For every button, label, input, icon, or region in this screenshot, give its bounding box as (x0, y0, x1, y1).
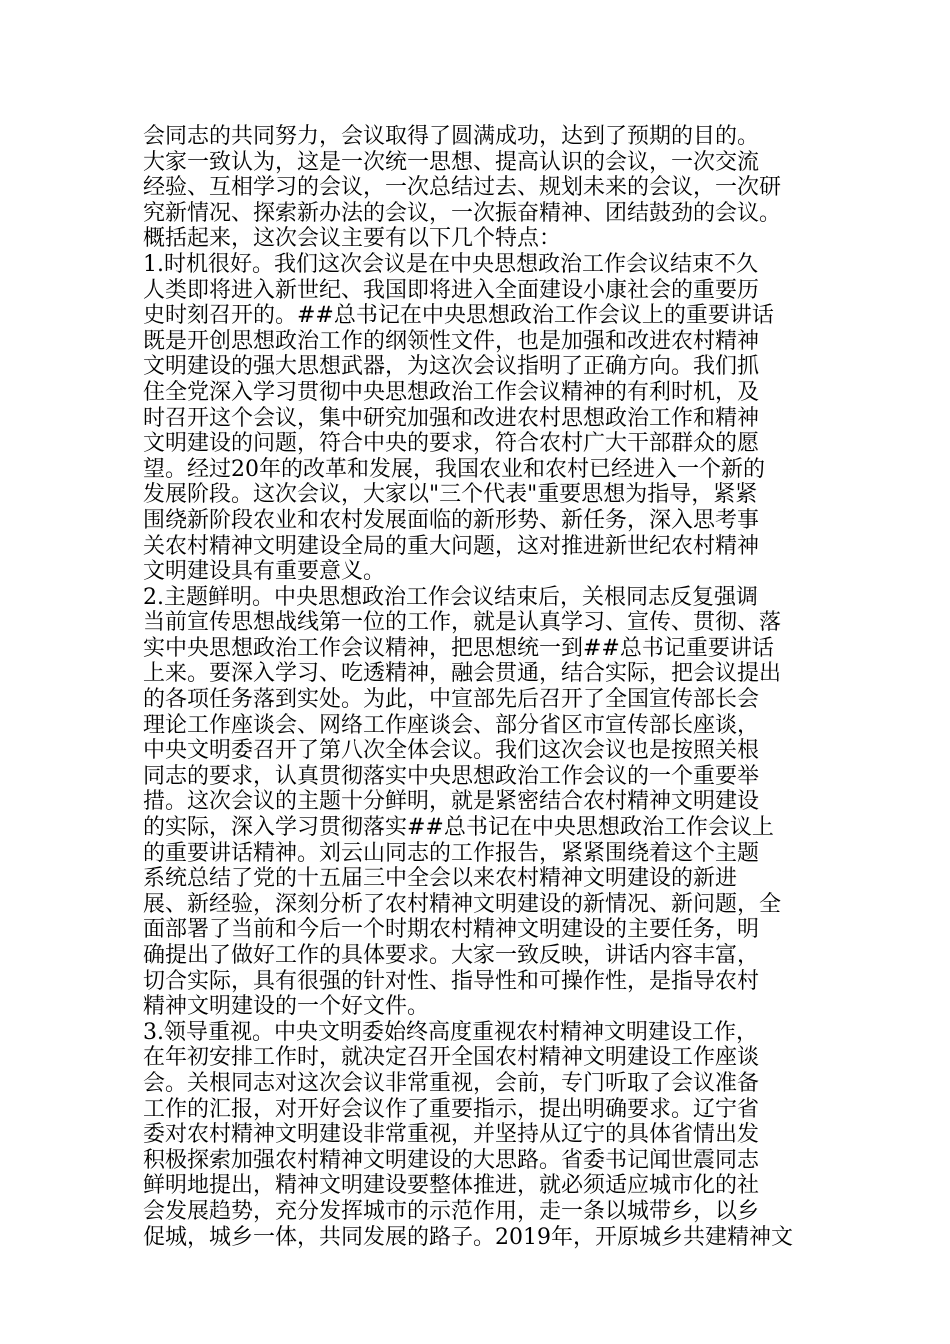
text-line: 发展阶段。这次会议，大家以"三个代表"重要思想为指导，紧紧 (143, 482, 758, 508)
text-line: 史时刻召开的。##总书记在中央思想政治工作会议上的重要讲话 (143, 303, 774, 329)
text-line: 望。经过20年的改革和发展，我国农业和农村已经进入一个新的 (143, 456, 765, 482)
text-line: 当前宣传思想战线第一位的工作，就是认真学习、宣传、贯彻、落 (143, 610, 782, 636)
text-line: 时召开这个会议，集中研究加强和改进农村思想政治工作和精神 (143, 405, 760, 431)
text-line: 3.领导重视。中央文明委始终高度重视农村精神文明建设工作， (143, 1019, 758, 1045)
text-line: 人类即将进入新世纪、我国即将进入全面建设小康社会的重要历 (143, 277, 760, 303)
text-line: 文明建设具有重要意义。 (143, 559, 386, 585)
text-line: 上来。要深入学习、吃透精神，融会贯通，结合实际，把会议提出 (143, 661, 782, 687)
text-line: 文明建设的强大思想武器，为这次会议指明了正确方向。我们抓 (143, 354, 760, 380)
text-line: 积极探索加强农村精神文明建设的大思路。省委书记闻世震同志 (143, 1147, 760, 1173)
text-line: 经验、互相学习的会议，一次总结过去、规划未来的会议，一次研 (143, 175, 782, 201)
text-line: 会。关根同志对这次会议非常重视，会前，专门听取了会议准备 (143, 1070, 760, 1096)
text-line: 概括起来，这次会议主要有以下几个特点： (143, 226, 562, 252)
text-line: 促城，城乡一体，共同发展的路子。2019年，开原城乡共建精神文 (143, 1224, 793, 1250)
text-line: 既是开创思想政治工作的纲领性文件，也是加强和改进农村精神 (143, 328, 760, 354)
text-line: 关农村精神文明建设全局的重大问题，这对推进新世纪农村精神 (143, 533, 760, 559)
text-line: 精神文明建设的一个好文件。 (143, 994, 430, 1020)
text-line: 大家一致认为，这是一次统一思想、提高认识的会议，一次交流 (143, 149, 760, 175)
text-line: 的各项任务落到实处。为此，中宣部先后召开了全国宣传部长会 (143, 687, 760, 713)
text-line: 鲜明地提出，精神文明建设要整体推进，就必须适应城市化的社 (143, 1173, 760, 1199)
text-line: 同志的要求，认真贯彻落实中央思想政治工作会议的一个重要举 (143, 763, 760, 789)
text-line: 究新情况、探索新办法的会议，一次振奋精神、团结鼓劲的会议。 (143, 200, 782, 226)
text-line: 措。这次会议的主题十分鲜明，就是紧密结合农村精神文明建设 (143, 789, 760, 815)
text-line: 围绕新阶段农业和农村发展面临的新形势、新任务，深入思考事 (143, 507, 760, 533)
text-line: 的重要讲话精神。刘云山同志的工作报告，紧紧围绕着这个主题 (143, 840, 760, 866)
text-line: 工作的汇报，对开好会议作了重要指示，提出明确要求。辽宁省 (143, 1096, 760, 1122)
text-line: 展、新经验，深刻分析了农村精神文明建设的新情况、新问题，全 (143, 891, 782, 917)
text-line: 切合实际，具有很强的针对性、指导性和可操作性，是指导农村 (143, 968, 760, 994)
text-line: 会发展趋势，充分发挥城市的示范作用，走一条以城带乡，以乡 (143, 1198, 760, 1224)
text-line: 在年初安排工作时，就决定召开全国农村精神文明建设工作座谈 (143, 1045, 760, 1071)
text-line: 1.时机很好。我们这次会议是在中央思想政治工作会议结束不久 (143, 251, 758, 277)
text-line: 文明建设的问题，符合中央的要求，符合农村广大干部群众的愿 (143, 431, 760, 457)
text-line: 理论工作座谈会、网络工作座谈会、部分省区市宣传部长座谈， (143, 712, 760, 738)
text-line: 住全党深入学习贯彻中央思想政治工作会议精神的有利时机，及 (143, 379, 760, 405)
text-line: 会同志的共同努力，会议取得了圆满成功，达到了预期的目的。 (143, 124, 760, 149)
text-line: 2.主题鲜明。中央思想政治工作会议结束后，关根同志反复强调 (143, 584, 758, 610)
text-line: 的实际，深入学习贯彻落实##总书记在中央思想政治工作会议上 (143, 815, 774, 841)
text-line: 确提出了做好工作的具体要求。大家一致反映，讲话内容丰富， (143, 943, 760, 968)
text-line: 面部署了当前和今后一个时期农村精神文明建设的主要任务，明 (143, 917, 760, 943)
text-line: 委对农村精神文明建设非常重视，并坚持从辽宁的具体省情出发 (143, 1122, 760, 1148)
text-line: 中央文明委召开了第八次全体会议。我们这次会议也是按照关根 (143, 738, 760, 764)
text-line: 系统总结了党的十五届三中全会以来农村精神文明建设的新进 (143, 866, 738, 892)
body-text (143, 124, 809, 1250)
text-line: 实中央思想政治工作会议精神，把思想统一到##总书记重要讲话 (143, 635, 774, 661)
